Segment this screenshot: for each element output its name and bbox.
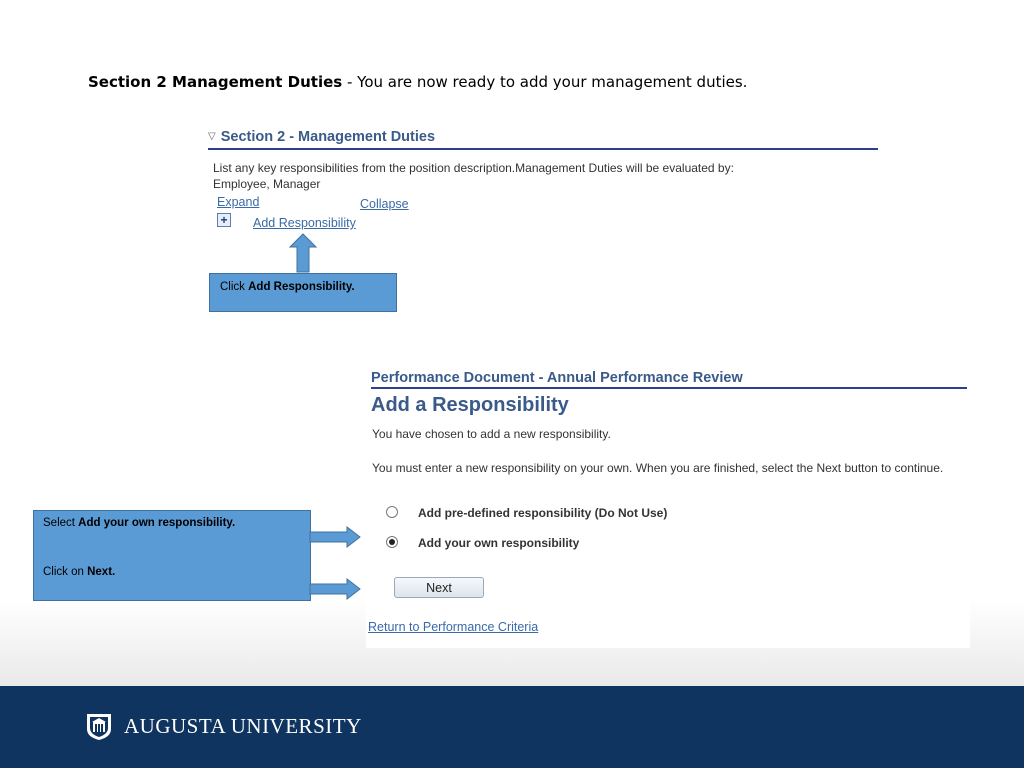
university-shield-logo-icon xyxy=(86,713,112,741)
performance-header-divider xyxy=(371,387,967,389)
section-header[interactable] xyxy=(208,129,435,145)
next-button[interactable]: Next xyxy=(394,577,484,598)
intro-text: You have chosen to add a new responsibility. xyxy=(372,427,611,441)
callout-left-line1-prefix: Select xyxy=(43,517,79,529)
callout-top-bold: Add Responsibility. xyxy=(248,281,355,293)
slide-title xyxy=(88,73,747,91)
right-arrow-icon xyxy=(309,526,361,548)
footer-brand-text: AUGUSTA UNIVERSITY xyxy=(124,714,362,738)
radio-own-label[interactable]: Add your own responsibility xyxy=(418,536,580,550)
performance-document-header: Performance Document - Annual Performance Review xyxy=(371,370,743,386)
collapse-link[interactable]: Collapse xyxy=(360,197,409,211)
slide-title-bold: Section 2 Management Duties xyxy=(88,73,343,91)
section-description: List any key responsibilities from the position description.Management Duties will be evaluated by: Employee, Manager xyxy=(213,161,734,191)
callout-left-line2-prefix: Click on xyxy=(43,566,88,578)
instructions-text: You must enter a new responsibility on your own. When you are finished, select the Next button to continue. xyxy=(372,461,944,475)
section-divider xyxy=(208,148,878,150)
callout-left-line1-bold: Add your own responsibility. xyxy=(78,517,236,529)
up-arrow-icon xyxy=(289,233,317,273)
right-arrow-icon xyxy=(309,578,361,600)
callout-top-prefix: Click xyxy=(220,281,249,293)
radio-predefined-label[interactable]: Add pre-defined responsibility (Do Not Use) xyxy=(418,506,668,520)
callout-add-responsibility xyxy=(209,273,397,312)
page-title: Add a Responsibility xyxy=(371,394,569,416)
add-plus-icon[interactable]: + xyxy=(217,213,231,227)
collapse-triangle-icon[interactable]: ▽ xyxy=(208,131,216,142)
expand-link[interactable]: Expand xyxy=(217,195,260,209)
callout-select-next xyxy=(33,510,311,601)
add-responsibility-screenshot xyxy=(366,364,970,648)
section-header-text: Section 2 - Management Duties xyxy=(220,129,436,145)
radio-predefined[interactable] xyxy=(386,506,398,518)
callout-left-line2-bold: Next. xyxy=(87,566,116,578)
radio-own-responsibility[interactable] xyxy=(386,536,398,548)
section-panel-screenshot xyxy=(205,126,885,236)
add-responsibility-link[interactable]: Add Responsibility xyxy=(253,216,356,230)
slide-title-rest: - You are now ready to add your management duties. xyxy=(342,73,748,91)
return-link[interactable]: Return to Performance Criteria xyxy=(368,620,539,634)
